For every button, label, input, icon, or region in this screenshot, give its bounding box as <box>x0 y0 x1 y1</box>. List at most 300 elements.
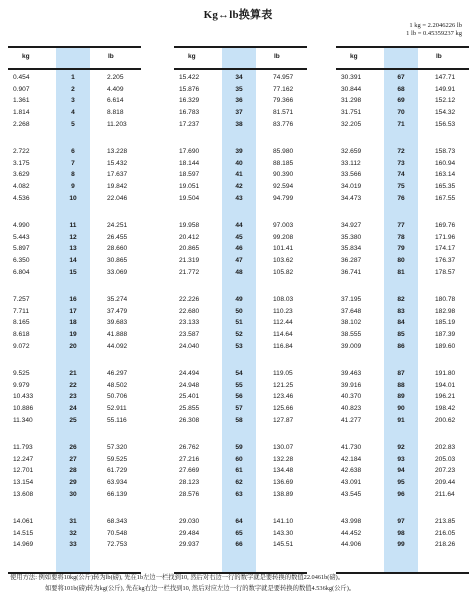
kg-value: 22.680 <box>179 307 200 315</box>
lb-value: 141.10 <box>273 518 294 525</box>
lb-value: 48.502 <box>107 381 128 389</box>
lb-value: 17.637 <box>107 171 128 179</box>
lb-value: 103.62 <box>273 257 294 265</box>
lb-value: 143.30 <box>273 529 294 537</box>
lb-value: 72.753 <box>107 541 128 549</box>
lb-value: 59.525 <box>107 455 128 463</box>
kg-value: 28.576 <box>179 490 200 498</box>
lb-value: 149.91 <box>435 85 456 93</box>
kg-value: 39.009 <box>341 342 362 350</box>
lb-value: 121.25 <box>273 381 294 389</box>
kg-value: 11.340 <box>13 416 33 424</box>
kg-value: 0.907 <box>13 85 30 93</box>
kg-value: 4.990 <box>13 222 30 229</box>
number-value: 6 <box>71 148 75 155</box>
kg-value: 26.308 <box>179 416 200 424</box>
number-value: 46 <box>235 245 243 253</box>
table-row <box>8 146 141 158</box>
number-value: 15 <box>69 268 77 276</box>
number-value: 69 <box>397 97 405 105</box>
lb-value: 200.62 <box>435 416 456 424</box>
number-value: 74 <box>397 171 405 179</box>
kg-value: 23.133 <box>179 319 200 327</box>
lb-value: 160.94 <box>435 159 456 167</box>
number-value: 50 <box>235 307 243 315</box>
kg-value: 43.091 <box>341 479 362 487</box>
number-value: 23 <box>69 393 77 401</box>
kg-value: 19.958 <box>179 222 200 229</box>
kg-value: 2.722 <box>13 148 30 155</box>
lb-value: 156.53 <box>435 120 456 128</box>
kg-value: 4.536 <box>13 194 30 202</box>
conversion-lb-to-kg: 1 lb = 0.45359237 kg <box>406 30 462 37</box>
number-value: 29 <box>69 479 77 487</box>
number-value: 24 <box>69 405 77 413</box>
kg-value: 27.669 <box>179 467 200 475</box>
table-row <box>8 107 141 119</box>
number-value: 57 <box>235 405 243 413</box>
number-value: 83 <box>397 307 405 315</box>
number-value: 32 <box>69 529 77 537</box>
lb-value: 94.799 <box>273 194 294 202</box>
table-row <box>8 220 141 232</box>
kg-value: 15.422 <box>179 74 200 81</box>
lb-value: 218.26 <box>435 541 456 549</box>
table-row <box>336 181 469 193</box>
lb-value: 41.888 <box>107 331 128 339</box>
row-group <box>336 294 469 368</box>
number-value: 88 <box>397 381 405 389</box>
table-row <box>174 232 307 244</box>
number-value: 37 <box>235 109 243 117</box>
lb-value: 90.390 <box>273 171 294 179</box>
kg-value: 14.515 <box>13 529 34 537</box>
table-row <box>336 489 469 501</box>
kg-value: 25.401 <box>179 393 200 401</box>
table-row <box>174 403 307 415</box>
number-value: 64 <box>235 518 243 525</box>
kg-value: 9.072 <box>13 342 30 350</box>
number-value: 94 <box>397 467 405 475</box>
table-row <box>174 169 307 181</box>
kg-value: 35.380 <box>341 233 362 241</box>
table-row <box>8 528 141 540</box>
number-value: 52 <box>235 331 243 339</box>
kg-value: 25.855 <box>179 405 200 413</box>
kg-value: 28.123 <box>179 479 200 487</box>
table-row <box>336 465 469 477</box>
lb-value: 145.51 <box>273 541 294 549</box>
kg-value: 41.730 <box>341 444 362 451</box>
table-row <box>336 341 469 353</box>
number-value: 72 <box>397 148 405 155</box>
table-row <box>174 243 307 255</box>
table-row <box>8 317 141 329</box>
table-row <box>8 294 141 306</box>
lb-value: 88.185 <box>273 159 294 167</box>
table-row <box>336 72 469 84</box>
table-row <box>174 465 307 477</box>
table-row <box>336 158 469 170</box>
number-value: 65 <box>235 529 243 537</box>
number-value: 17 <box>69 307 77 315</box>
lb-value: 136.69 <box>273 479 294 487</box>
table-row <box>174 220 307 232</box>
lb-value: 138.89 <box>273 490 294 498</box>
table-row <box>336 415 469 427</box>
number-value: 98 <box>397 529 405 537</box>
number-value: 10 <box>69 194 77 202</box>
kg-value: 15.876 <box>179 85 200 93</box>
usage-line-2: 如要将101b(磅)转为kg(公斤), 先在kg右边一栏找到10, 然后对应左边一行的数字就是要转换的数值4.536kg(公斤)。 <box>45 585 356 592</box>
kg-value: 36.741 <box>341 268 362 276</box>
kg-value: 40.370 <box>341 393 362 401</box>
table-row <box>8 477 141 489</box>
lb-value: 174.17 <box>435 245 456 253</box>
number-value: 8 <box>71 171 75 179</box>
lb-value: 127.87 <box>273 416 294 424</box>
kg-value: 6.804 <box>13 268 30 276</box>
lb-value: 130.07 <box>273 444 294 451</box>
number-value: 71 <box>397 120 405 128</box>
lb-value: 15.432 <box>107 159 128 167</box>
table-row <box>336 442 469 454</box>
number-value: 36 <box>235 97 243 105</box>
kg-value: 19.504 <box>179 194 200 202</box>
number-value: 11 <box>69 222 77 229</box>
kg-value: 44.906 <box>341 541 362 549</box>
table-row <box>8 267 141 279</box>
kg-value: 20.865 <box>179 245 200 253</box>
row-group <box>8 442 141 516</box>
lb-value: 30.865 <box>107 257 128 265</box>
lb-value: 207.23 <box>435 467 456 475</box>
number-value: 81 <box>397 268 405 276</box>
page-title: Kg↔lb换算表 <box>203 9 273 21</box>
lb-value: 176.37 <box>435 257 456 265</box>
lb-value: 132.28 <box>273 455 294 463</box>
number-value: 34 <box>235 74 243 81</box>
lb-value: 167.55 <box>435 194 456 202</box>
top-rule <box>8 46 141 48</box>
lb-value: 211.64 <box>435 490 455 498</box>
kg-value: 43.998 <box>341 518 362 525</box>
kg-value: 21.772 <box>179 268 200 276</box>
number-value: 48 <box>235 268 243 276</box>
row-group <box>336 146 469 220</box>
table-row <box>174 415 307 427</box>
kg-value: 36.287 <box>341 257 362 265</box>
lb-header: lb <box>436 53 442 60</box>
kg-header: kg <box>188 53 196 60</box>
number-value: 41 <box>235 171 243 179</box>
number-value: 45 <box>235 233 243 241</box>
number-value: 33 <box>69 541 77 549</box>
table-row <box>8 341 141 353</box>
lb-value: 216.05 <box>435 529 456 537</box>
kg-value: 8.618 <box>13 331 30 339</box>
table-row <box>336 220 469 232</box>
lb-value: 52.911 <box>107 405 127 413</box>
kg-value: 1.361 <box>13 97 30 105</box>
number-value: 82 <box>397 296 405 303</box>
lb-value: 57.320 <box>107 444 128 451</box>
table-row <box>8 193 141 205</box>
lb-value: 66.139 <box>107 490 128 498</box>
table-block-3 <box>336 46 469 574</box>
kg-value: 19.051 <box>179 183 200 191</box>
lb-value: 134.48 <box>273 467 294 475</box>
number-value: 78 <box>397 233 405 241</box>
kg-value: 24.948 <box>179 381 200 389</box>
table-row <box>174 255 307 267</box>
kg-value: 3.175 <box>13 159 30 167</box>
conversion-note <box>406 22 462 38</box>
kg-value: 30.844 <box>341 85 362 93</box>
table-row <box>174 477 307 489</box>
number-value: 87 <box>397 370 405 377</box>
row-group <box>174 368 307 442</box>
lb-value: 116.84 <box>273 342 293 350</box>
table-row <box>336 368 469 380</box>
kg-value: 16.783 <box>179 109 200 117</box>
kg-value: 10.886 <box>13 405 34 413</box>
kg-value: 21.319 <box>179 257 200 265</box>
lb-value: 213.85 <box>435 518 456 525</box>
lb-value: 105.82 <box>273 268 294 276</box>
lb-value: 70.548 <box>107 529 128 537</box>
lb-value: 28.660 <box>107 245 128 253</box>
number-value: 20 <box>69 342 77 350</box>
lb-value: 55.116 <box>107 416 127 424</box>
number-value: 25 <box>69 416 77 424</box>
number-value: 4 <box>71 109 75 117</box>
number-value: 5 <box>71 120 75 128</box>
rows <box>174 72 307 590</box>
table-row <box>8 95 141 107</box>
number-value: 77 <box>397 222 405 229</box>
kg-value: 38.102 <box>341 319 362 327</box>
kg-value: 26.762 <box>179 444 200 451</box>
row-group <box>174 220 307 294</box>
number-value: 9 <box>71 183 75 191</box>
table-row <box>174 528 307 540</box>
kg-value: 33.112 <box>341 159 361 167</box>
table-row <box>8 232 141 244</box>
lb-value: 79.366 <box>273 97 294 105</box>
table-row <box>174 539 307 551</box>
lb-value: 194.01 <box>435 381 456 389</box>
row-group <box>336 220 469 294</box>
lb-value: 44.092 <box>107 342 128 350</box>
kg-value: 32.205 <box>341 120 362 128</box>
lb-value: 171.96 <box>435 233 456 241</box>
table-row <box>8 465 141 477</box>
rows <box>8 72 141 590</box>
kg-value: 35.834 <box>341 245 362 253</box>
table-row <box>336 403 469 415</box>
number-value: 96 <box>397 490 405 498</box>
kg-value: 42.184 <box>341 455 362 463</box>
row-group <box>8 294 141 368</box>
kg-value: 41.277 <box>341 416 362 424</box>
lb-value: 77.162 <box>273 85 294 93</box>
top-rule <box>174 46 307 48</box>
table-row <box>336 454 469 466</box>
number-value: 44 <box>235 222 243 229</box>
table-row <box>8 442 141 454</box>
row-group <box>336 442 469 516</box>
number-value: 42 <box>235 183 243 191</box>
number-value: 38 <box>235 120 243 128</box>
lb-value: 4.409 <box>107 85 124 93</box>
table-row <box>336 119 469 131</box>
kg-value: 38.555 <box>341 331 362 339</box>
kg-value: 39.916 <box>341 381 362 389</box>
row-group <box>336 72 469 146</box>
kg-value: 5.443 <box>13 233 30 241</box>
number-value: 19 <box>69 331 77 339</box>
table-row <box>336 84 469 96</box>
number-value: 28 <box>69 467 77 475</box>
lb-value: 158.73 <box>435 148 456 155</box>
kg-value: 14.969 <box>13 541 34 549</box>
number-value: 62 <box>235 479 243 487</box>
lb-header: lb <box>108 53 114 60</box>
lb-value: 2.205 <box>107 74 124 81</box>
number-value: 90 <box>397 405 405 413</box>
lb-value: 125.66 <box>273 405 294 413</box>
kg-value: 1.814 <box>13 109 30 117</box>
kg-value: 27.216 <box>179 455 200 463</box>
lb-value: 50.706 <box>107 393 128 401</box>
kg-value: 23.587 <box>179 331 200 339</box>
top-rule <box>336 46 469 48</box>
table-row <box>8 368 141 380</box>
table-row <box>174 306 307 318</box>
kg-value: 12.247 <box>13 455 34 463</box>
number-value: 97 <box>397 518 405 525</box>
table-row <box>8 391 141 403</box>
usage-instructions <box>10 572 470 594</box>
lb-value: 163.14 <box>435 171 456 179</box>
table-row <box>174 391 307 403</box>
lb-value: 189.60 <box>435 342 456 350</box>
kg-value: 18.597 <box>179 171 200 179</box>
conversion-kg-to-lb: 1 kg = 2.2046226 lb <box>409 22 462 29</box>
kg-value: 34.473 <box>341 194 362 202</box>
number-value: 61 <box>235 467 243 475</box>
kg-value: 9.525 <box>13 370 30 377</box>
kg-value: 37.195 <box>341 296 362 303</box>
number-value: 84 <box>397 319 405 327</box>
header-rule <box>336 68 469 70</box>
number-value: 67 <box>397 74 405 81</box>
kg-value: 34.019 <box>341 183 362 191</box>
lb-value: 123.46 <box>273 393 294 401</box>
number-value: 80 <box>397 257 405 265</box>
kg-value: 7.711 <box>13 307 30 315</box>
table-row <box>336 169 469 181</box>
kg-value: 13.154 <box>13 479 34 487</box>
table-row <box>8 489 141 501</box>
lb-value: 97.003 <box>273 222 294 229</box>
table-row <box>8 403 141 415</box>
kg-value: 33.566 <box>341 171 362 179</box>
number-value: 7 <box>71 159 75 167</box>
number-value: 22 <box>69 381 77 389</box>
table-row <box>8 84 141 96</box>
kg-value: 6.350 <box>13 257 30 265</box>
table-row <box>174 181 307 193</box>
row-group <box>174 442 307 516</box>
lb-value: 114.64 <box>273 331 293 339</box>
kg-value: 22.226 <box>179 296 200 303</box>
table-row <box>174 317 307 329</box>
kg-value: 39.463 <box>341 370 362 377</box>
row-group <box>174 146 307 220</box>
row-group <box>174 294 307 368</box>
number-value: 51 <box>235 319 243 327</box>
kg-value: 8.165 <box>13 319 30 327</box>
kg-value: 31.751 <box>341 109 362 117</box>
lb-value: 46.297 <box>107 370 128 377</box>
table-row <box>336 267 469 279</box>
kg-value: 14.061 <box>13 518 34 525</box>
number-value: 70 <box>397 109 405 117</box>
table-row <box>174 146 307 158</box>
table-row <box>336 477 469 489</box>
lb-value: 152.12 <box>435 97 456 105</box>
kg-value: 4.082 <box>13 183 30 191</box>
table-row <box>174 489 307 501</box>
lb-value: 187.39 <box>435 331 456 339</box>
number-value: 79 <box>397 245 405 253</box>
kg-value: 31.298 <box>341 97 362 105</box>
table-row <box>336 232 469 244</box>
kg-value: 5.897 <box>13 245 30 253</box>
table-row <box>336 539 469 551</box>
kg-value: 17.690 <box>179 148 200 155</box>
number-value: 14 <box>69 257 77 265</box>
lb-value: 11.203 <box>107 120 127 128</box>
number-value: 89 <box>397 393 405 401</box>
number-value: 60 <box>235 455 243 463</box>
number-value: 58 <box>235 416 243 424</box>
number-value: 73 <box>397 159 405 167</box>
number-value: 31 <box>69 518 77 525</box>
row-group <box>8 368 141 442</box>
number-value: 75 <box>397 183 405 191</box>
number-value: 53 <box>235 342 243 350</box>
table-row <box>8 243 141 255</box>
table-row <box>8 181 141 193</box>
number-value: 16 <box>69 296 77 303</box>
number-value: 40 <box>235 159 243 167</box>
lb-header: lb <box>274 53 280 60</box>
lb-value: 83.776 <box>273 120 294 128</box>
table-block-2 <box>174 46 307 574</box>
lb-value: 198.42 <box>435 405 456 413</box>
kg-value: 34.927 <box>341 222 362 229</box>
lb-value: 209.44 <box>435 479 456 487</box>
lb-value: 92.594 <box>273 183 294 191</box>
kg-value: 40.823 <box>341 405 362 413</box>
lb-value: 68.343 <box>107 518 128 525</box>
table-row <box>174 329 307 341</box>
table-row <box>174 95 307 107</box>
table-row <box>174 454 307 466</box>
